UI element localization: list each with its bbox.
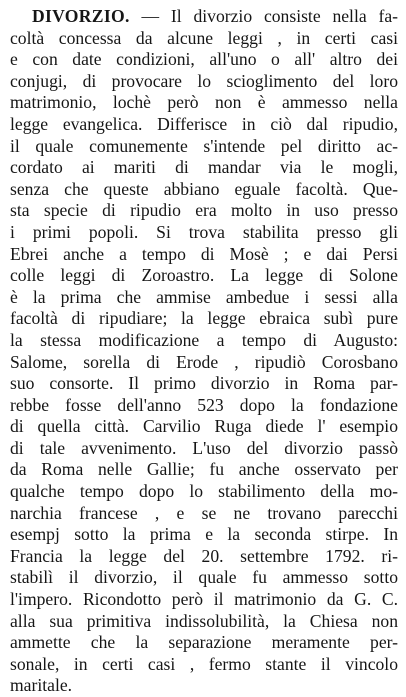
entry-line-27: stabilì il divorzio, il quale fu ammesso sotto [10,567,398,588]
entry-line-31: sonale, in certi casi , fermo stante il vincolo [10,653,398,674]
entry-line-14: è la prima che ammise ambedue i sessi alla [10,286,398,307]
entry-line-15: facoltà di ripudiare; la legge ebraica subì pure [10,308,398,329]
encyclopedia-entry [10,6,398,696]
entry-line-1 [10,6,398,28]
entry-line-7: il quale comunemente s'intende pel diritto ac- [10,135,398,156]
entry-line-6: legge evangelica. Differisce in ciò dal ripudio, [10,113,398,134]
entry-line-3: e con date condizioni, all'uno o all' altro dei [10,49,398,70]
entry-line-2: coltà concessa da alcune leggi , in certi casi [10,27,398,48]
entry-line-18: suo consorte. Il primo divorzio in Roma par- [10,373,398,394]
entry-line-20: di quella città. Carvilio Ruga diede l' esempio [10,416,398,437]
entry-line-13: colle leggi di Zoroastro. La legge di Solone [10,265,398,286]
entry-line-26: Francia la legge del 20. settembre 1792. ri- [10,545,398,566]
entry-line-10: sta specie di ripudio era molto in uso presso [10,200,398,221]
entry-line-8: cordato ai mariti di mandar via le mogli, [10,157,398,178]
entry-line-24: narchia francese , e se ne trovano parecchi [10,502,398,523]
entry-line-16: la stessa modificazione a tempo di Augusto: [10,329,398,350]
entry-line-5: matrimonio, lochè però non è ammesso nella [10,92,398,113]
entry-line-29: alla sua primitiva indissolubilità, la Chiesa non [10,610,398,631]
entry-line-23: qualche tempo dopo lo stabilimento della mo- [10,481,398,502]
entry-line-12: Ebrei anche a tempo di Mosè ; e dai Persi [10,243,398,264]
entry-line-28: l'impero. Ricondotto però il matrimonio da G. C. [10,589,398,610]
entry-line-19: rebbe fosse dell'anno 523 dopo la fondazione [10,394,398,415]
entry-line-4: conjugi, di provocare lo scioglimento del loro [10,70,398,91]
entry-line-1-text: — Il divorzio consiste nella fa- [129,6,398,26]
entry-line-22: da Roma nelle Gallie; fu anche osservato per [10,459,398,480]
entry-line-25: esempj sotto la prima e la seconda stirpe. In [10,524,398,545]
entry-headword: DIVORZIO. [32,6,130,26]
entry-line-30: ammette che la separazione meramente per- [10,632,398,653]
entry-line-9: senza che queste abbiano eguale facoltà. Que- [10,178,398,199]
entry-line-11: i primi popoli. Si trova stabilita presso gli [10,221,398,242]
entry-line-32: maritale. [10,675,73,696]
entry-line-21: di tale avvenimento. L'uso del divorzio passò [10,437,398,458]
entry-line-17: Salome, sorella di Erode , ripudiò Corosbano [10,351,398,372]
